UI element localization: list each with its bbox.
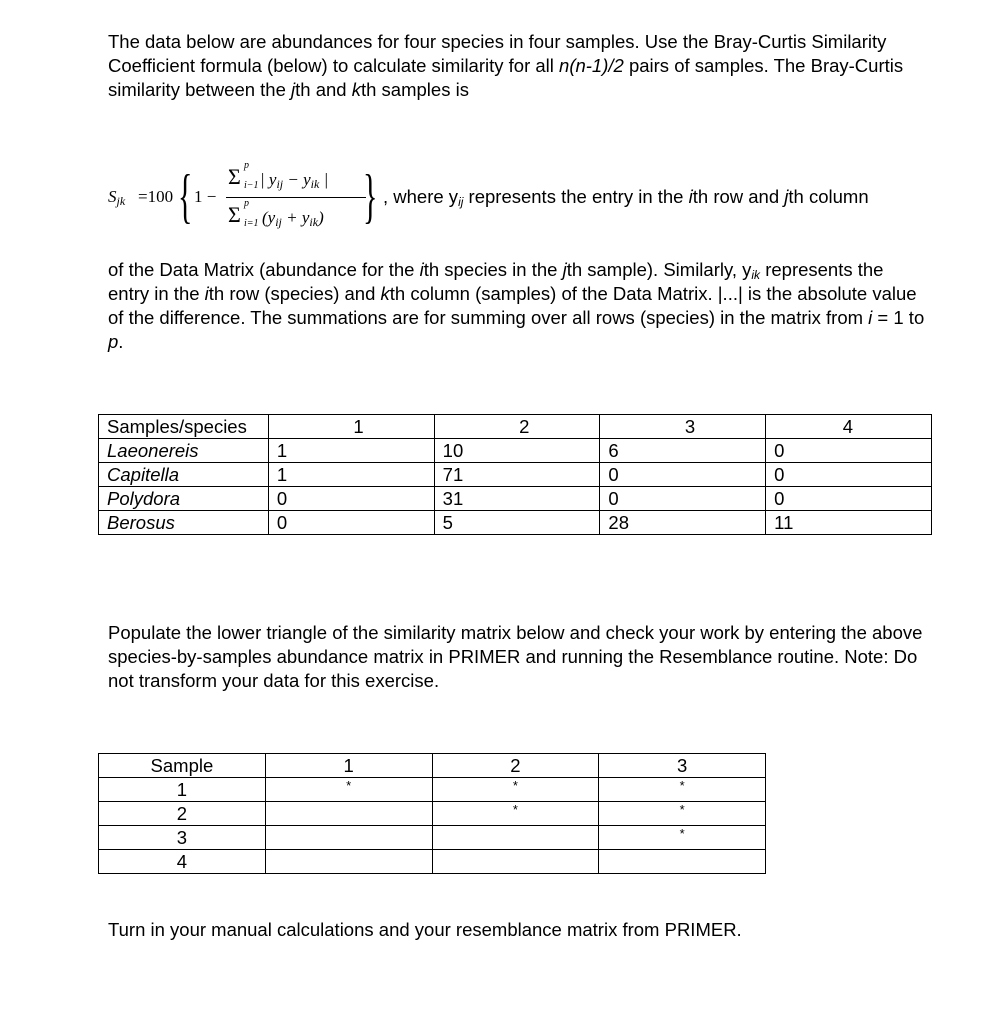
table-cell: 5 (434, 511, 600, 535)
similarity-matrix-table (98, 753, 766, 874)
column-header: 1 (265, 754, 432, 778)
matrix-cell[interactable]: * (265, 778, 432, 802)
table-row (99, 487, 932, 511)
table-cell: 28 (600, 511, 766, 535)
header-label: Samples/species (99, 415, 269, 439)
table-cell: 0 (766, 439, 932, 463)
table-header-row (99, 415, 932, 439)
matrix-cell[interactable] (265, 826, 432, 850)
column-header: 2 (432, 754, 599, 778)
table-cell: 0 (766, 487, 932, 511)
matrix-cell[interactable]: * (432, 778, 599, 802)
formula-lhs: $S_{jk}$ (108, 187, 126, 208)
formula-one-minus: 1 − (194, 187, 217, 206)
table-row (99, 439, 932, 463)
definition-paragraph: of the Data Matrix (abundance for the ith species in the jth sample). Similarly, $y_{ik}$ represents the entry in the ith row (species) and kth column (samples) of the Data Matrix. |...| is the absolute value of the difference. The summations are for summing over all rows (species) in the matrix from i = 1 to p. (108, 259, 925, 352)
row-label: 4 (99, 850, 266, 874)
table-cell: 0 (600, 487, 766, 511)
formula-where-text: , where $y_{ij}$ represents the entry in the ith row and jth column (383, 186, 869, 209)
abundance-table (98, 414, 932, 535)
header-label: Sample (99, 754, 266, 778)
column-header: 3 (599, 754, 766, 778)
table-cell: 1 (268, 463, 434, 487)
table-row (99, 826, 766, 850)
sum-bottom-denominator: i=1 (244, 218, 259, 229)
matrix-cell[interactable] (265, 802, 432, 826)
intro-text-2: pairs of samples. The Bray-Curtis similarity between the (108, 55, 904, 100)
species-name: Polydora (99, 487, 269, 511)
sum-top-numerator: p (244, 160, 249, 171)
var-k: k (351, 79, 361, 100)
table-cell: 0 (268, 511, 434, 535)
matrix-cell[interactable] (432, 850, 599, 874)
formula-numerator: | $y_{ij} - y_{ik}$ | (260, 170, 329, 191)
species-name: Berosus (99, 511, 269, 535)
table-cell: 6 (600, 439, 766, 463)
table-row (99, 850, 766, 874)
sum-bottom-numerator: i−1 (244, 180, 259, 191)
sum-symbol-denominator: Σ (228, 202, 241, 227)
table-cell: 0 (766, 463, 932, 487)
column-header: 3 (600, 415, 766, 439)
table-cell: 31 (434, 487, 600, 511)
table-row (99, 778, 766, 802)
bray-curtis-formula (108, 160, 938, 240)
matrix-cell[interactable]: * (599, 802, 766, 826)
table-cell: 0 (268, 487, 434, 511)
sum-symbol-numerator: Σ (228, 164, 241, 189)
formula-equals: =100 (138, 187, 174, 206)
sum-top-denominator: p (244, 198, 249, 209)
matrix-cell[interactable]: * (599, 826, 766, 850)
row-label: 3 (99, 826, 266, 850)
formula-denominator: $(y_{ij} + y_{ik})$ (262, 208, 324, 229)
species-name: Laeonereis (99, 439, 269, 463)
table-row (99, 511, 932, 535)
column-header: 1 (268, 415, 434, 439)
table-cell: 10 (434, 439, 600, 463)
row-label: 2 (99, 802, 266, 826)
matrix-cell[interactable]: * (432, 802, 599, 826)
intro-paragraph (108, 30, 928, 102)
var-j: j (291, 79, 296, 100)
right-brace: } (363, 163, 378, 229)
pairs-formula: n(n-1)/2 (559, 55, 624, 76)
table-header-row (99, 754, 766, 778)
instructions-paragraph: Populate the lower triangle of the similarity matrix below and check your work by entering the above species-by-samples abundance matrix in PRIMER and running the Resemblance routine. Note: Do not transform your data for this exercise. (108, 622, 923, 691)
species-name: Capitella (99, 463, 269, 487)
matrix-cell[interactable] (599, 850, 766, 874)
row-label: 1 (99, 778, 266, 802)
table-cell: 0 (600, 463, 766, 487)
table-row (99, 802, 766, 826)
intro-text-1: The data below are abundances for four species in four samples. Use the Bray-Curtis Similarity Coefficient formula (below) to calculate similarity for all (108, 31, 887, 76)
left-brace: { (178, 163, 193, 229)
table-cell: 71 (434, 463, 600, 487)
matrix-cell[interactable] (265, 850, 432, 874)
intro-text-4: th samples is (360, 79, 469, 100)
column-header: 4 (766, 415, 932, 439)
intro-text-3: th and (295, 79, 352, 100)
table-cell: 11 (766, 511, 932, 535)
matrix-cell[interactable] (432, 826, 599, 850)
table-row (99, 463, 932, 487)
turn-in-paragraph: Turn in your manual calculations and your resemblance matrix from PRIMER. (108, 919, 742, 940)
matrix-cell[interactable]: * (599, 778, 766, 802)
table-cell: 1 (268, 439, 434, 463)
column-header: 2 (434, 415, 600, 439)
